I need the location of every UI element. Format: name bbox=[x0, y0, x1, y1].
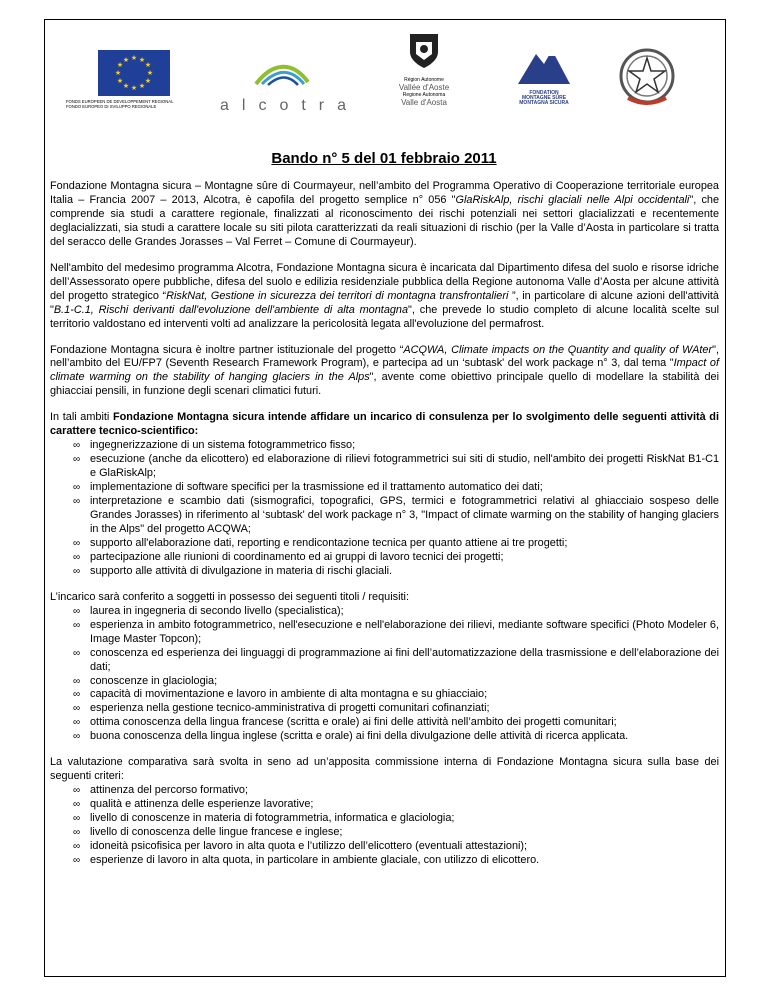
paragraph-incarico: In tali ambiti Fondazione Montagna sicura intende affidare un incarico di consulenza per lo svolgimento delle seguenti attività di carattere tecnico-scientifico: bbox=[50, 411, 719, 438]
vda-line4: Valle d'Aosta bbox=[401, 98, 447, 107]
list-item: ∞ buona conoscenza della lingua inglese (scritta e orale) ai fini della divulgazione delle attività di ricerca applicata. bbox=[73, 730, 629, 743]
vda-line3: Regione Autonoma bbox=[402, 92, 446, 98]
list-item: ∞ conoscenza ed esperienza dei linguaggi di programmazione ai fini dell’automatizzazione della trasmissione e dell’elaborazione dei dati; bbox=[73, 646, 719, 673]
valle-aosta-logo bbox=[384, 30, 464, 107]
svg-text:★: ★ bbox=[146, 69, 154, 77]
fms-line3: MONTAGNA SICURA bbox=[519, 100, 569, 106]
svg-text:★: ★ bbox=[122, 56, 130, 64]
alcotra-wordmark: alcotra bbox=[220, 97, 360, 114]
list-item: ∞ laurea in ingegneria di secondo livello (specialistica); bbox=[73, 604, 344, 617]
list-item: ∞ ingegnerizzazione di un sistema fotogrammetrico fisso; bbox=[73, 439, 356, 452]
list-item: ∞ idoneità psicofisica per lavoro in alta quota e l’utilizzo dell’elicottero (eventuali attestazioni); bbox=[73, 839, 528, 852]
list-item: ∞ livello di conoscenza delle lingue francese e inglese; bbox=[73, 826, 343, 839]
svg-text:★: ★ bbox=[144, 77, 152, 85]
vda-line1: Région Autonome bbox=[404, 77, 444, 83]
page-title: Bando n° 5 del 01 febbraio 2011 bbox=[271, 150, 497, 167]
list-item: ∞ implementazione di software specifici per la trasmissione ed il trattamento automatico dei dati; bbox=[73, 481, 543, 494]
vda-line2: Vallée d'Aoste bbox=[398, 83, 450, 92]
requirements-list bbox=[50, 605, 719, 745]
svg-text:★: ★ bbox=[114, 69, 122, 77]
list-item: ∞ attinenza del percorso formativo; bbox=[73, 784, 248, 797]
svg-text:★: ★ bbox=[130, 84, 138, 92]
list-item: ∞ capacità di movimentazione e lavoro in ambiente di alta montagna e su ghiacciaio; bbox=[73, 688, 488, 701]
list-item: ∞ esperienza nella gestione tecnico-amministrativa di progetti comunitari cofinanziati; bbox=[73, 702, 490, 715]
list-item: ∞ supporto alle attività di divulgazione in materia di rischi glaciali. bbox=[73, 564, 393, 577]
list-item: ∞ conoscenze in glaciologia; bbox=[73, 674, 218, 687]
paragraph-acqwa: Fondazione Montagna sicura è inoltre partner istituzionale del progetto “ACQWA, Climate impacts on the Quantity and quality of WAter", nell’ambito del EU/FP7 (Seventh Research Framework Program), e partecipa ad un ‘subtask' del work package n° 3, dal tema "Impact of climate warming on the stability of hanging glaciers in the Alps", avente come obiettivo principale quello di modellare la stabilità dei ghiacciai pensili, in funzione degli scenari climatici futuri. bbox=[50, 343, 719, 398]
paragraph-intro: Fondazione Montagna sicura – Montagne sûre di Courmayeur, nell’ambito del Programma Operativo di Cooperazione territoriale europea Italia – Francia 2007 – 2013, Alcotra, è capofila del progetto semplice n° 056 "GlaRiskAlp, rischi glaciali nelle Alpi occidentali", che comprende sia studi a carattere regionale, finalizzati al riconoscimento dei rischi potenziali nei settori glacializzati e recentemente deglacializzati, sia studi a carattere locale su siti pilota caratterizzati da reali situazioni di rischio (per la Valle d’Aosta in particolare si tratta del seracco delle Grandes Jorasses – Val Ferret – Comune di Courmayeur). bbox=[50, 180, 720, 248]
italian-republic-emblem bbox=[614, 44, 680, 115]
svg-text:★: ★ bbox=[116, 77, 124, 85]
list-item: ∞ interpretazione e scambio dati (sismografici, topografici, GPS, termici e fotogrammetrici relativi al ghiacciaio sospeso delle Grandes Jorasses) in riferimento al ‘subtask' del work package n° 3, "Impact of climate warming on the stability of hanging glaciers in the Alps" del progetto ACQWA; bbox=[73, 495, 719, 535]
logo-header bbox=[0, 0, 768, 120]
activities-list bbox=[50, 439, 719, 579]
svg-text:★: ★ bbox=[116, 61, 124, 69]
paragraph-criteri: La valutazione comparativa sarà svolta in seno ad un’apposita commissione interna di Fondazione Montagna sicura sulla base dei seguenti criteri: bbox=[50, 756, 719, 783]
paragraph-requisiti: L’incarico sarà conferito a soggetti in possesso dei seguenti titoli / requisiti: bbox=[50, 590, 409, 603]
criteria-list bbox=[50, 784, 719, 868]
list-item: ∞ partecipazione alle riunioni di coordinamento ed ai gruppi di lavoro tecnici dei progetti; bbox=[73, 550, 504, 563]
alcotra-logo bbox=[216, 54, 362, 115]
list-item: ∞ esecuzione (anche da elicottero) ed elaborazione di rilievi fotogrammetrici sui siti di studio, nell'ambito dei progetti RiskNat B1-C1 e GlaRiskAlp; bbox=[73, 453, 719, 480]
paragraph-alcotra: Nell'ambito del medesimo programma Alcotra, Fondazione Montagna sicura è incaricata dal Dipartimento difesa del suolo e risorse idriche dell’Assessorato opere pubbliche, difesa del suolo e edilizia residenziale pubblica della Regione autonoma Valle d’Aosta per alcune attività del progetto strategico “RiskNat, Gestione in sicurezza dei territori di montagna transfrontalieri ”, in particolare di alcune azioni dell'attività "B.1-C.1, Rischi derivanti dall'evoluzione dell'ambiente di alta montagna", che prevede lo studio completo di alcune località scelte sul territorio valdostano ed interventi volti ad analizzare la pericolosità legata all'evoluzione del permafrost. bbox=[50, 261, 719, 330]
svg-text:★: ★ bbox=[122, 82, 130, 90]
list-item: ∞ qualità e attinenza delle esperienze lavorative; bbox=[73, 798, 314, 811]
fms-line1: FONDATION bbox=[529, 90, 559, 96]
eu-caption-line2: FONDO EUROPEO DI SVILUPPO REGIONALE bbox=[66, 104, 157, 109]
list-item: ∞ esperienza in ambito fotogrammetrico, nell'esecuzione e nell'elaborazione dei rilievi, mediante software specifici (Photo Modeler 6, Image Master Topcon); bbox=[73, 618, 719, 645]
fms-line2: MONTAGNE SÛRE bbox=[521, 95, 567, 101]
list-item: ∞ supporto all'elaborazione dati, reporting e rendicontazione tecnica per quanto attiene ai tre progetti; bbox=[73, 536, 568, 549]
eu-flag-logo bbox=[98, 50, 170, 101]
svg-text:★: ★ bbox=[138, 56, 146, 64]
svg-text:★: ★ bbox=[130, 54, 138, 62]
list-item: ∞ ottima conoscenza della lingua francese (scritta e orale) ai fini delle attività nell’ambito dei progetti comunitari; bbox=[73, 716, 617, 729]
eu-caption-line1: FONDS EUROPEEN DE DEVELOPPEMENT REGIONAL bbox=[66, 99, 174, 104]
svg-text:★: ★ bbox=[144, 61, 152, 69]
list-item: ∞ esperienze di lavoro in alta quota, in particolare in ambiente glaciale, con utilizzo di elicottero. bbox=[73, 853, 540, 866]
lion-crest-icon bbox=[404, 30, 444, 70]
svg-text:★: ★ bbox=[138, 82, 146, 90]
list-item: ∞ livello di conoscenze in materia di fotogrammetria, informatica e glaciologia; bbox=[73, 812, 455, 825]
montagna-sicura-logo bbox=[504, 46, 584, 106]
document-body bbox=[50, 180, 719, 880]
